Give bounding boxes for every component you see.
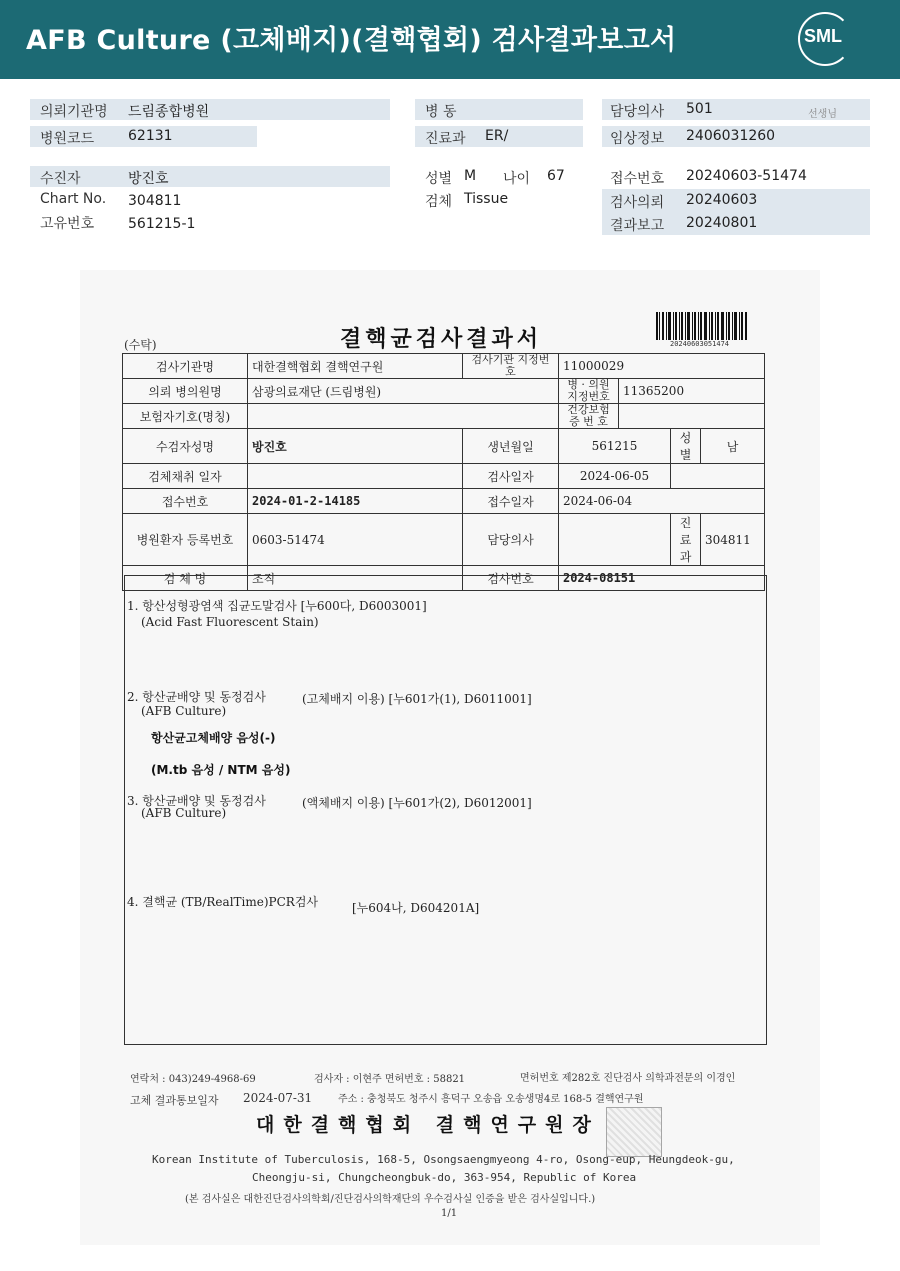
cell-label: 검 체 명	[123, 566, 248, 591]
hospital-code-value: 62131	[128, 128, 173, 144]
uid-label: 고유번호	[40, 216, 95, 232]
page-number: 1/1	[441, 1208, 458, 1219]
cell-label: 건강보험 증 번 호	[559, 404, 619, 429]
cell-value: 304811	[701, 514, 765, 566]
report-title: 결핵균검사결과서	[340, 326, 543, 352]
cell-label: 성별	[671, 429, 701, 464]
cell-label: 접수번호	[123, 489, 248, 514]
sex-value: M	[464, 168, 477, 184]
age-value: 67	[547, 168, 565, 184]
footer-certification: (본 검사실은 대한진단검사의학회/진단검사의학재단의 우수검사실 인증을 받은 검사실입니다.)	[185, 1194, 596, 1205]
dept-label: 진료과	[425, 131, 466, 147]
cell-label: 병 · 의원 지정번호	[559, 379, 619, 404]
cell-value: 561215	[559, 429, 671, 464]
cell-value: 11365200	[619, 379, 765, 404]
barcode-icon	[656, 312, 748, 340]
info-bar	[30, 166, 390, 187]
report-info-table	[122, 353, 765, 591]
footer-license: 면허번호 제282호 진단검사 의학과전문의 이경인	[520, 1073, 736, 1084]
cell-value: 방진호	[248, 429, 463, 464]
cell-label: 검사일자	[463, 464, 559, 489]
item4-note: [누604나, D604201A]	[352, 901, 480, 915]
request-label: 검사의뢰	[610, 195, 665, 211]
cell-value: 2024-06-05	[559, 464, 671, 489]
cell-value: 11000029	[559, 354, 765, 379]
cell-value: 대한결핵협회 결핵연구원	[248, 354, 463, 379]
patient-label: 수진자	[40, 171, 81, 187]
item3-note: (액체배지 이용) [누601가(2), D6012001]	[302, 796, 532, 810]
cell-label: 생년월일	[463, 429, 559, 464]
cell-value	[671, 464, 765, 489]
uid-value: 561215-1	[128, 216, 196, 232]
cell-label: 담당의사	[463, 514, 559, 566]
hospital-code-label: 병원코드	[40, 131, 95, 147]
cell-label: 검사번호	[463, 566, 559, 591]
report-date-label: 결과보고	[610, 218, 665, 234]
footer-notify-date: 2024-07-31	[243, 1091, 313, 1105]
clinical-label: 임상정보	[610, 131, 665, 147]
cell-value	[619, 404, 765, 429]
item2-result: 항산균고체배양 음성(-)	[151, 731, 276, 745]
cell-value	[248, 464, 463, 489]
footer-contact: 연락처 : 043)249-4968-69	[130, 1074, 256, 1085]
cell-value: 2024-06-04	[559, 489, 765, 514]
footer-address: 주소 : 충청북도 청주시 흥덕구 오송읍 오송생명4로 168-5 결핵연구원	[338, 1094, 644, 1105]
logo-text: SML	[804, 26, 842, 46]
ward-label: 병 동	[425, 104, 457, 120]
cell-label: 수검자성명	[123, 429, 248, 464]
item1-sub: (Acid Fast Fluorescent Stain)	[141, 615, 319, 629]
report-date-value: 20240801	[686, 215, 758, 231]
cell-label: 접수일자	[463, 489, 559, 514]
patient-value: 방진호	[128, 171, 169, 187]
request-value: 20240603	[686, 192, 758, 208]
item2-note: (고체배지 이용) [누601가(1), D6011001]	[302, 692, 532, 706]
chart-label: Chart No.	[40, 191, 107, 207]
footer-eng-address-2: Cheongju-si, Chungcheongbuk-do, 363-954, Republic of Korea	[252, 1171, 637, 1184]
cell-value: 0603-51474	[248, 514, 463, 566]
item4-title: 4. 결핵균 (TB/RealTime)PCR검사	[127, 895, 319, 909]
cell-value	[559, 514, 671, 566]
cell-label: 검사기관명	[123, 354, 248, 379]
cell-value: 남	[701, 429, 765, 464]
page-title: AFB Culture (고체배지)(결핵협회) 검사결과보고서	[26, 25, 677, 56]
doctor-value: 501	[686, 101, 713, 117]
institution-label: 의뢰기관명	[40, 104, 108, 120]
item1-title: 1. 항산성형광염색 집균도말검사 [누600다, D6003001]	[127, 599, 427, 613]
cell-label: 의뢰 병의원명	[123, 379, 248, 404]
sex-label: 성별	[425, 171, 453, 187]
sml-logo	[798, 12, 852, 66]
cell-value: 삼광의료재단 (드림병원)	[248, 379, 559, 404]
footer-examiner: 검사자 : 이현주 면허번호 : 58821	[314, 1074, 466, 1085]
cell-label: 보험자기호(명칭)	[123, 404, 248, 429]
receipt-value: 20240603-51474	[686, 168, 807, 184]
cell-value	[248, 404, 559, 429]
age-label: 나이	[503, 171, 531, 187]
specimen-label: 검체	[425, 194, 453, 210]
clinical-value: 2406031260	[686, 128, 776, 144]
item2-title: 2. 항산균배양 및 동정검사	[127, 690, 266, 704]
receipt-label: 접수번호	[610, 171, 665, 187]
chart-value: 304811	[128, 193, 182, 209]
institute-name: 대한결핵협회 결핵연구원장	[256, 1114, 600, 1136]
item3-title: 3. 항산균배양 및 동정검사	[127, 794, 266, 808]
cell-label: 병원환자 등록번호	[123, 514, 248, 566]
official-seal-stamp	[606, 1107, 662, 1157]
cell-value: 조직	[248, 566, 463, 591]
report-header	[0, 0, 900, 79]
item3-sub: (AFB Culture)	[141, 806, 227, 820]
cell-label: 검사기관 지정번호	[463, 354, 559, 379]
footer-notify-label: 고체 결과통보일자	[130, 1094, 219, 1107]
institution-value: 드림종합병원	[128, 104, 210, 120]
sutak-label: (수탁)	[124, 338, 157, 352]
specimen-value: Tissue	[464, 191, 509, 207]
cell-value: 2024-01-2-14185	[248, 489, 463, 514]
cell-value: 2024-08151	[559, 566, 765, 591]
item2-sub: (AFB Culture)	[141, 704, 227, 718]
doctor-label: 담당의사	[610, 104, 665, 120]
cell-label: 진료과	[671, 514, 701, 566]
barcode-number: 20240603051474	[670, 340, 730, 348]
footer-eng-address-1: Korean Institute of Tuberculosis, 168-5, Osongsaengmyeong 4-ro, Osong-eup, Heungdeok-gu,	[152, 1153, 735, 1166]
dept-value: ER/	[485, 128, 509, 144]
doctor-title: 선생님	[808, 109, 837, 120]
item2-result-detail: (M.tb 음성 / NTM 음성)	[151, 763, 291, 777]
cell-label: 검체채취 일자	[123, 464, 248, 489]
